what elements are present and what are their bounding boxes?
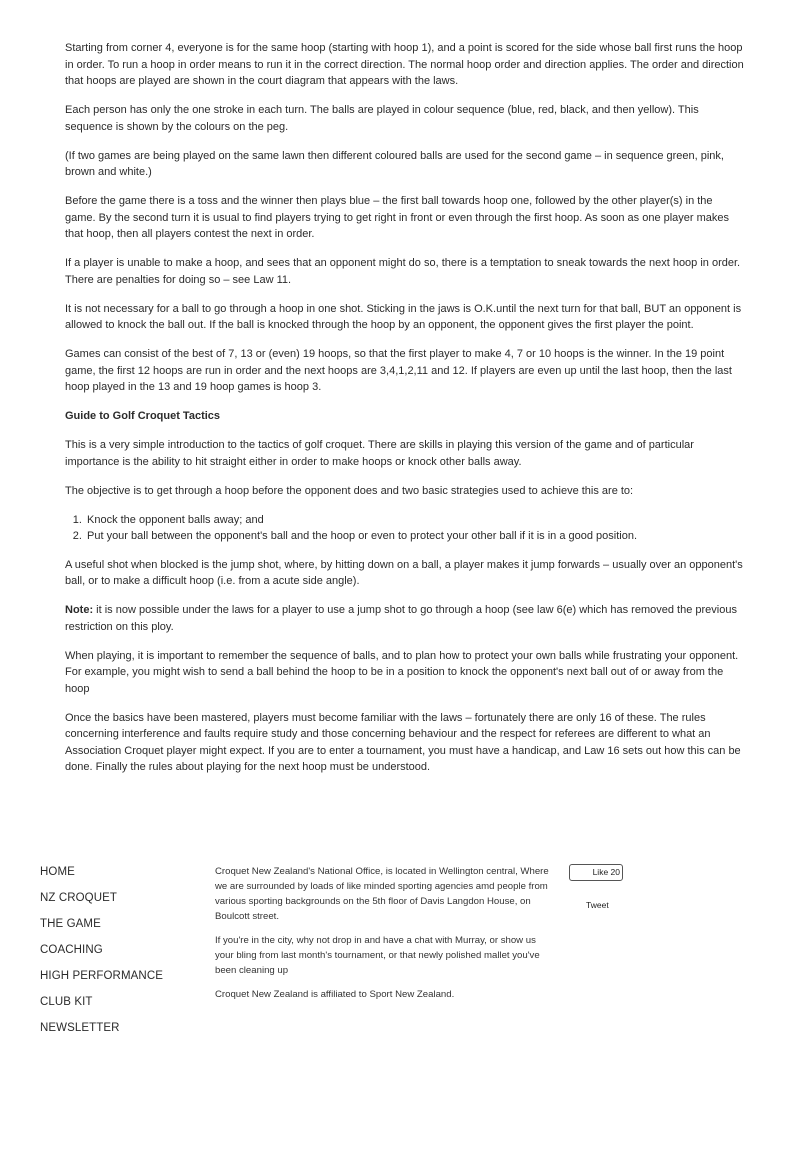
footer-visit-text: If you're in the city, why not drop in and have a chat with Murray, or show us your bling from last month's tournament, or that newly polished mallet you've been cleaning up [215, 935, 540, 976]
footer-nav-high-performance[interactable]: HIGH PERFORMANCE [40, 970, 163, 982]
paragraph-laws: Once the basics have been mastered, players must become familiar with the laws – fortunately there are only 16 of these. The rules concerning interference and faults require study and those concerning behaviour and the respect for referees are different to what an Association Croquet player might expect. If you are to enter a tournament, you must have a handicap, and Law 16 sets out how this can be done. Finally the rules about playing for the next hoop must be understood. [65, 711, 741, 773]
footer-nav-nz-croquet[interactable]: NZ CROQUET [40, 892, 118, 904]
paragraph-note [65, 602, 745, 635]
strategy-item: 1. Knock the opponent balls away; and [85, 512, 745, 529]
paragraph-one-stroke: Each person has only the one stroke in each turn. The balls are played in colour sequence (blue, red, black, and then yellow). This sequence is shown by the colours on the peg. [65, 104, 699, 133]
paragraph-toss: Before the game there is a toss and the winner then plays blue – the first ball towards hoop one, followed by the other player(s) in the game. By the second turn it is usual to find players trying to get right in front or even through the first hoop. As soon as one player makes that hoop, then all players contest the next in order. [65, 195, 730, 240]
footer-nav [40, 864, 200, 1046]
paragraph-second-game: (If two games are being played on the same lawn then different coloured balls are used for the second game – in sequence green, pink, brown and white.) [65, 149, 724, 178]
paragraph-penalties: If a player is unable to make a hoop, and sees that an opponent might do so, there is a temptation to sneak towards the next hoop in order. There are penalties for doing so – see Law 11. [65, 257, 741, 286]
paragraph-jaws: It is not necessary for a ball to go through a hoop in one shot. Sticking in the jaws is O.K.until the next turn for that ball, BUT an opponent is allowed to knock the ball out. If the ball is knocked through the hoop by an opponent, the opponent gives the first player the point. [65, 302, 742, 331]
tweet-button[interactable]: Tweet [586, 900, 609, 910]
strategy-item: 2. Put your ball between the opponent's ball and the hoop or even to protect your other ball if it is in a good position. [85, 528, 745, 545]
social-buttons [569, 864, 629, 910]
article-body [65, 40, 745, 788]
paragraph-corner-four: Starting from corner 4, everyone is for the same hoop (starting with hoop 1), and a point is scored for the side whose ball first runs the hoop in order. To run a hoop in order means to run it in the correct direction. The normal hoop order and direction applies. The order and direction that hoops are played are shown in the court diagram that appears with the laws. [65, 42, 744, 87]
footer-office-text: Croquet New Zealand's National Office, is located in Wellington central, Where we are surrounded by loads of like minded sporting agencies amd people from various sporting backgrounds on the 5th floor of Davis Langdon House, on Boulcott street. [215, 866, 549, 922]
footer-nav-home[interactable]: HOME [40, 866, 75, 878]
paragraph-game-length: Games can consist of the best of 7, 13 or (even) 19 hoops, so that the first player to make 4, 7 or 10 hoops is the winner. In the 19 point game, the first 12 hoops are run in order and the next hoops are 3,4,1,2,11 and 12. If players are even up until the last hoop, then the last hoop played in the 13 and 19 hoop games is hoop 3. [65, 348, 732, 393]
footer-nav-club-kit[interactable]: CLUB KIT [40, 996, 93, 1008]
footer-affiliation-text: Croquet New Zealand is affiliated to Sport New Zealand. [215, 989, 455, 1000]
tactics-heading: Guide to Golf Croquet Tactics [65, 410, 221, 422]
paragraph-objective: The objective is to get through a hoop before the opponent does and two basic strategies used to achieve this are to: [65, 484, 634, 497]
footer-nav-newsletter[interactable]: NEWSLETTER [40, 1022, 120, 1034]
footer-nav-coaching[interactable]: COACHING [40, 944, 103, 956]
paragraph-sequence: When playing, it is important to remember the sequence of balls, and to plan how to protect your own balls while frustrating your opponent. For example, you might wish to send a ball behind the hoop to be in a position to knock the opponent's next ball out of or away from the hoop [65, 649, 739, 695]
like-button[interactable]: Like 20 [569, 864, 623, 881]
paragraph-jump-shot: A useful shot when blocked is the jump shot, where, by hitting down on a ball, a player makes it jump forwards – usually over an opponent's ball, or to make a difficult hoop (i.e. from a acute side angle). [65, 558, 743, 587]
footer-info [215, 864, 555, 1011]
note-label: Note: [65, 604, 94, 616]
strategy-list [65, 512, 745, 545]
footer-nav-the-game[interactable]: THE GAME [40, 918, 101, 930]
paragraph-tactics-intro: This is a very simple introduction to the tactics of golf croquet. There are skills in playing this version of the game and of particular importance is the ability to hit straight either in order to make hoops or knock other balls away. [65, 439, 694, 468]
note-text: it is now possible under the laws for a player to use a jump shot to go through a hoop (see law 6(e) which has removed the previous restriction on this ploy. [65, 604, 737, 633]
